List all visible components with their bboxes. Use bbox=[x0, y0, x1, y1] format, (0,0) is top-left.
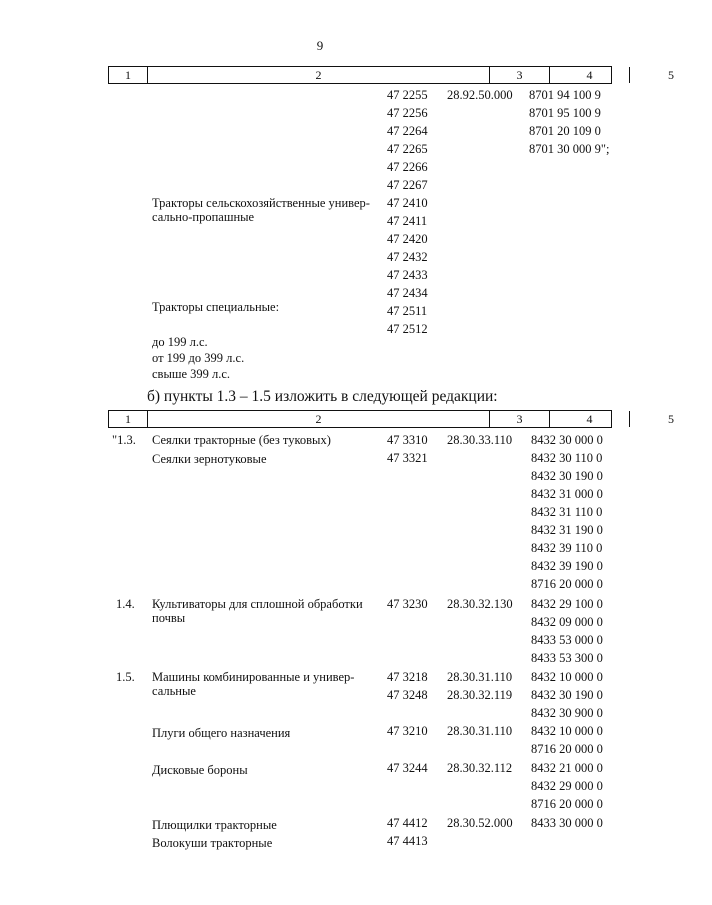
okved-cell: 28.30.32.130 bbox=[447, 597, 513, 611]
table-header bbox=[108, 66, 674, 84]
tnved-cell: 8432 39 190 0 bbox=[531, 559, 603, 573]
code-cell: 47 2255 bbox=[387, 88, 428, 102]
tnved-cell: 8432 09 000 0 bbox=[531, 615, 603, 629]
okved-cell: 28.30.31.110 bbox=[447, 670, 513, 684]
ploughs-label: Плуги общего назначения bbox=[152, 726, 291, 740]
item-name: Сеялки тракторные (без туковых) bbox=[152, 433, 331, 447]
item-number: 1.4. bbox=[116, 597, 135, 611]
code-cell: 47 2264 bbox=[387, 124, 428, 138]
harrows-label: Дисковые бороны bbox=[152, 763, 248, 777]
tnved-cell: 8432 29 100 0 bbox=[531, 597, 603, 611]
tnved-cell: 8716 20 000 0 bbox=[531, 577, 603, 591]
tnved-cell: 8701 95 100 9 bbox=[529, 106, 601, 120]
okved-cell: 28.30.33.110 bbox=[447, 433, 513, 447]
tnved-cell: 8716 20 000 0 bbox=[531, 797, 603, 811]
code-cell: 47 3218 bbox=[387, 670, 428, 684]
code-cell: 47 2511 bbox=[387, 304, 428, 318]
item-name: Машины комбинированные и универ-сальные bbox=[152, 670, 355, 698]
tnved-cell: 8433 30 000 0 bbox=[531, 816, 603, 830]
code-cell: 47 2266 bbox=[387, 160, 428, 174]
tnved-cell: 8432 31 000 0 bbox=[531, 487, 603, 501]
okved-cell: 28.30.32.112 bbox=[447, 761, 513, 775]
item-number: 1.5. bbox=[116, 670, 135, 684]
code-cell: 47 2433 bbox=[387, 268, 428, 282]
code-cell: 47 2434 bbox=[387, 286, 428, 300]
flatteners-label: Плющилки тракторные bbox=[152, 818, 277, 832]
code-cell: 47 2256 bbox=[387, 106, 428, 120]
code-cell: 47 2411 bbox=[387, 214, 428, 228]
header-col-1: 1 bbox=[125, 412, 131, 426]
tnved-cell: 8701 30 000 9"; bbox=[529, 142, 610, 156]
okved-cell: 28.30.31.110 bbox=[447, 724, 513, 738]
tnved-cell: 8432 39 110 0 bbox=[531, 541, 603, 555]
okved-cell: 28.30.52.000 bbox=[447, 816, 513, 830]
header-col-3: 3 bbox=[489, 411, 549, 427]
code-cell: 47 3310 bbox=[387, 433, 428, 447]
code-cell: 47 4412 bbox=[387, 816, 428, 830]
header-col-3: 3 bbox=[489, 67, 549, 83]
item-name: Культиваторы для сплошной обработки почвы bbox=[152, 597, 363, 625]
tnved-cell: 8716 20 000 0 bbox=[531, 742, 603, 756]
code-cell: 47 3230 bbox=[387, 597, 428, 611]
okved-cell: 28.92.50.000 bbox=[447, 88, 513, 102]
tnved-cell: 8432 30 190 0 bbox=[531, 688, 603, 702]
tnved-cell: 8432 31 110 0 bbox=[531, 505, 603, 519]
header-col-4: 4 bbox=[549, 67, 629, 83]
tnved-cell: 8701 94 100 9 bbox=[529, 88, 601, 102]
header-col-5: 5 bbox=[629, 67, 712, 83]
okved-cell: 28.30.32.119 bbox=[447, 688, 513, 702]
code-cell: 47 2267 bbox=[387, 178, 428, 192]
code-cell: 47 2432 bbox=[387, 250, 428, 264]
tnved-cell: 8432 30 110 0 bbox=[531, 451, 603, 465]
item-number: "1.3. bbox=[112, 433, 136, 447]
code-cell: 47 4413 bbox=[387, 834, 428, 848]
code-cell: 47 2410 bbox=[387, 196, 428, 210]
table-header-2 bbox=[108, 410, 674, 428]
tnved-cell: 8432 21 000 0 bbox=[531, 761, 603, 775]
tractors-special-label: Тракторы специальные: bbox=[152, 300, 280, 314]
tnved-cell: 8433 53 000 0 bbox=[531, 633, 603, 647]
power-range: до 199 л.с. bbox=[152, 335, 208, 349]
header-col-4: 4 bbox=[549, 411, 629, 427]
code-cell: 47 3210 bbox=[387, 724, 428, 738]
tnved-cell: 8432 30 190 0 bbox=[531, 469, 603, 483]
code-cell: 47 2420 bbox=[387, 232, 428, 246]
header-col-1: 1 bbox=[125, 68, 131, 82]
code-cell: 47 2265 bbox=[387, 142, 428, 156]
section-subtitle: б) пункты 1.3 – 1.5 изложить в следующей редакции: bbox=[147, 388, 498, 405]
code-cell: 47 3244 bbox=[387, 761, 428, 775]
power-range: свыше 399 л.с. bbox=[152, 367, 231, 381]
header-col-2: 2 bbox=[147, 411, 489, 427]
tnved-cell: 8433 53 300 0 bbox=[531, 651, 603, 665]
tnved-cell: 8701 20 109 0 bbox=[529, 124, 601, 138]
tnved-cell: 8432 10 000 0 bbox=[531, 724, 603, 738]
tnved-cell: 8432 30 900 0 bbox=[531, 706, 603, 720]
tnved-cell: 8432 31 190 0 bbox=[531, 523, 603, 537]
code-cell: 47 3321 bbox=[387, 451, 428, 465]
drags-label: Волокуши тракторные bbox=[152, 836, 273, 850]
tnved-cell: 8432 30 000 0 bbox=[531, 433, 603, 447]
code-cell: 47 3248 bbox=[387, 688, 428, 702]
tnved-cell: 8432 29 000 0 bbox=[531, 779, 603, 793]
code-cell: 47 2512 bbox=[387, 322, 428, 336]
item-name: Сеялки зернотуковые bbox=[152, 452, 267, 466]
tnved-cell: 8432 10 000 0 bbox=[531, 670, 603, 684]
header-col-2: 2 bbox=[147, 67, 489, 83]
tractors-universal-label: Тракторы сельскохозяйственные универ-сально-пропашные bbox=[152, 196, 370, 224]
power-range: от 199 до 399 л.с. bbox=[152, 351, 245, 365]
header-col-5: 5 bbox=[629, 411, 712, 427]
page-number: 9 bbox=[316, 38, 324, 53]
